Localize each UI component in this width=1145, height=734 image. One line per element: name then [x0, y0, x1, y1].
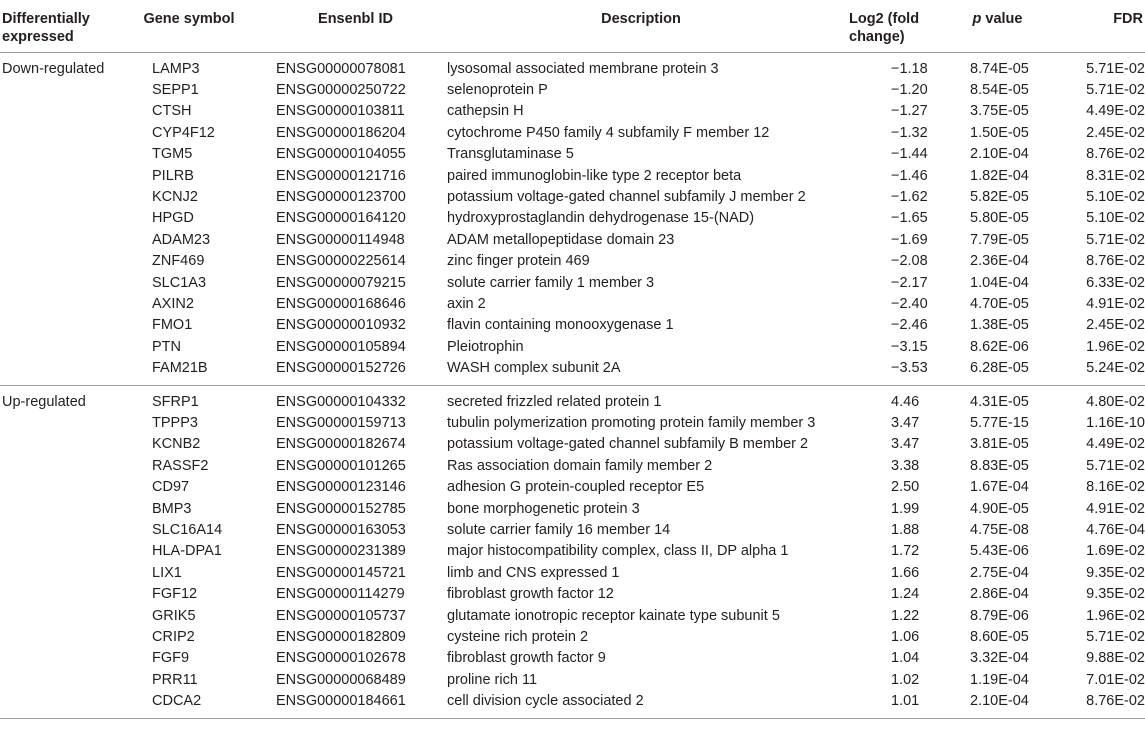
cell-log2-fold-change: −2.08 — [891, 253, 928, 270]
cell-description: paired immunoglobin-like type 2 receptor beta — [447, 167, 742, 184]
table-row — [0, 187, 1145, 208]
cell-fdr: 4.49E-02 — [1086, 436, 1145, 453]
table-row — [0, 584, 1145, 605]
group-label-cell — [0, 80, 142, 101]
table-row — [0, 144, 1145, 165]
table-row — [0, 456, 1145, 477]
cell-gene-symbol: GRIK5 — [152, 607, 196, 624]
cell-gene-symbol: PILRB — [152, 167, 194, 184]
group-label-cell — [0, 606, 142, 627]
group-label-cell: Up-regulated — [2, 393, 86, 410]
cell-description: cell division cycle associated 2 — [447, 693, 644, 710]
cell-p-value: 8.74E-05 — [970, 60, 1029, 77]
cell-fdr: 7.01E-02 — [1086, 671, 1145, 688]
cell-ensembl-id: ENSG00000101265 — [276, 457, 406, 474]
cell-p-value: 5.80E-05 — [970, 210, 1029, 227]
cell-fdr: 9.88E-02 — [1086, 650, 1145, 667]
cell-p-value: 8.79E-06 — [970, 607, 1029, 624]
table-row — [0, 273, 1145, 294]
cell-ensembl-id: ENSG00000159713 — [276, 415, 406, 431]
cell-gene-symbol: KCNJ2 — [152, 188, 198, 205]
header-group: Differentially expressed — [2, 11, 90, 45]
cell-gene-symbol: SEPP1 — [152, 81, 199, 98]
cell-gene-symbol: FGF12 — [152, 586, 198, 603]
cell-ensembl-id: ENSG00000168646 — [276, 295, 406, 312]
cell-fdr: 8.76E-02 — [1086, 253, 1145, 270]
cell-description: fibroblast growth factor 9 — [447, 650, 606, 667]
cell-p-value: 2.36E-04 — [970, 253, 1029, 270]
cell-ensembl-id: ENSG00000103811 — [276, 103, 405, 120]
cell-description: potassium voltage-gated channel subfamily B member 2 — [447, 436, 809, 453]
cell-ensembl-id: ENSG00000121716 — [276, 167, 406, 184]
cell-ensembl-id: ENSG00000231389 — [276, 543, 406, 560]
cell-fdr: 5.10E-02 — [1086, 210, 1145, 227]
cell-fdr: 9.35E-02 — [1086, 564, 1145, 581]
cell-gene-symbol: HLA-DPA1 — [152, 543, 222, 560]
cell-description: glutamate ionotropic receptor kainate type subunit 5 — [447, 607, 780, 624]
cell-log2-fold-change: 1.02 — [891, 671, 920, 688]
cell-fdr: 2.45E-02 — [1086, 124, 1145, 141]
cell-log2-fold-change: 1.22 — [891, 607, 920, 624]
cell-gene-symbol: PTN — [152, 338, 181, 355]
cell-gene-symbol: FAM21B — [152, 360, 208, 377]
cell-ensembl-id: ENSG00000068489 — [276, 671, 406, 688]
cell-fdr: 5.71E-02 — [1086, 81, 1145, 98]
cell-fdr: 6.33E-02 — [1086, 274, 1145, 291]
cell-description: zinc finger protein 469 — [447, 253, 590, 270]
cell-ensembl-id: ENSG00000186204 — [276, 124, 406, 141]
cell-p-value: 2.10E-04 — [970, 146, 1029, 163]
cell-p-value: 3.32E-04 — [970, 650, 1029, 667]
cell-p-value: 5.43E-06 — [970, 543, 1029, 560]
header-p-italic: p — [972, 11, 982, 27]
cell-log2-fold-change: 1.66 — [891, 564, 920, 581]
cell-p-value: 2.75E-04 — [970, 564, 1029, 581]
cell-ensembl-id: ENSG00000104332 — [276, 393, 406, 410]
cell-log2-fold-change: 1.04 — [891, 650, 920, 667]
group-label-cell — [0, 648, 142, 669]
group-label-cell — [0, 563, 142, 584]
table-row — [0, 413, 1145, 434]
cell-description: limb and CNS expressed 1 — [447, 564, 620, 581]
table-row — [0, 691, 1145, 718]
group-label-cell — [0, 123, 142, 144]
cell-ensembl-id: ENSG00000164120 — [276, 210, 406, 227]
cell-p-value: 8.83E-05 — [970, 457, 1029, 474]
cell-gene-symbol: SFRP1 — [152, 393, 199, 410]
cell-ensembl-id: ENSG00000145721 — [276, 564, 406, 581]
cell-log2-fold-change: −1.18 — [891, 60, 928, 77]
header-log2-fold-change: Log2 (fold change) — [849, 11, 920, 45]
cell-ensembl-id: ENSG00000250722 — [276, 81, 406, 98]
cell-p-value: 4.90E-05 — [970, 500, 1029, 517]
cell-p-value: 4.70E-05 — [970, 295, 1029, 312]
cell-gene-symbol: CDCA2 — [152, 693, 202, 710]
cell-log2-fold-change: 1.01 — [891, 693, 920, 710]
cell-log2-fold-change: 1.88 — [891, 522, 920, 539]
cell-p-value: 6.28E-05 — [970, 360, 1029, 377]
cell-description: lysosomal associated membrane protein 3 — [447, 60, 719, 77]
group-label-cell — [0, 273, 142, 294]
cell-ensembl-id: ENSG00000163053 — [276, 522, 406, 539]
cell-gene-symbol: ADAM23 — [152, 231, 211, 248]
table-row — [0, 166, 1145, 187]
cell-gene-symbol: FMO1 — [152, 317, 193, 334]
cell-log2-fold-change: −3.15 — [891, 338, 928, 355]
cell-ensembl-id: ENSG00000078081 — [276, 60, 406, 77]
cell-gene-symbol: ZNF469 — [152, 253, 205, 270]
cell-gene-symbol: HPGD — [152, 210, 194, 227]
table-row — [0, 294, 1145, 315]
cell-description: cysteine rich protein 2 — [447, 629, 589, 646]
cell-description: solute carrier family 16 member 14 — [447, 522, 671, 539]
cell-ensembl-id: ENSG00000105894 — [276, 338, 406, 355]
cell-fdr: 1.69E-02 — [1086, 543, 1145, 560]
cell-p-value: 3.81E-05 — [970, 436, 1029, 453]
cell-gene-symbol: CD97 — [152, 479, 190, 496]
table-row — [0, 230, 1145, 251]
table-row — [0, 358, 1145, 385]
table-row — [0, 52, 1145, 80]
group-label-cell — [0, 208, 142, 229]
cell-gene-symbol: PRR11 — [152, 671, 198, 688]
cell-ensembl-id: ENSG00000010932 — [276, 317, 406, 334]
cell-fdr: 5.71E-02 — [1086, 457, 1145, 474]
group-label-cell — [0, 251, 142, 272]
cell-p-value: 8.60E-05 — [970, 629, 1029, 646]
cell-p-value: 4.31E-05 — [970, 393, 1029, 410]
cell-log2-fold-change: −2.17 — [891, 274, 928, 291]
cell-log2-fold-change: 3.47 — [891, 436, 920, 453]
group-label-cell — [0, 584, 142, 605]
cell-p-value: 7.79E-05 — [970, 231, 1029, 248]
table-row — [0, 520, 1145, 541]
cell-log2-fold-change: 3.47 — [891, 415, 920, 431]
table-row — [0, 670, 1145, 691]
cell-gene-symbol: FGF9 — [152, 650, 190, 667]
cell-gene-symbol: CYP4F12 — [152, 124, 215, 141]
cell-description: tubulin polymerization promoting protein family member 3 — [447, 415, 816, 431]
table-row — [0, 208, 1145, 229]
header-p-value — [944, 0, 1043, 52]
group-label-cell — [0, 101, 142, 122]
cell-ensembl-id: ENSG00000105737 — [276, 607, 406, 624]
cell-fdr: 2.45E-02 — [1086, 317, 1145, 334]
cell-gene-symbol: BMP3 — [152, 500, 192, 517]
cell-description: ADAM metallopeptidase domain 23 — [447, 231, 675, 248]
cell-p-value: 1.67E-04 — [970, 479, 1029, 496]
cell-p-value: 1.04E-04 — [970, 274, 1029, 291]
cell-gene-symbol: KCNB2 — [152, 436, 201, 453]
table-row — [0, 648, 1145, 669]
group-label-cell — [0, 434, 142, 455]
group-label-cell — [0, 627, 142, 648]
header-row — [0, 0, 1145, 52]
cell-log2-fold-change: −1.32 — [891, 124, 928, 141]
group-label-cell — [0, 358, 142, 385]
cell-p-value: 2.10E-04 — [970, 693, 1029, 710]
cell-ensembl-id: ENSG00000114948 — [276, 231, 405, 248]
table-row — [0, 477, 1145, 498]
group-label-cell — [0, 187, 142, 208]
cell-fdr: 1.96E-02 — [1086, 607, 1145, 624]
cell-log2-fold-change: 1.99 — [891, 500, 920, 517]
cell-ensembl-id: ENSG00000184661 — [276, 693, 406, 710]
cell-log2-fold-change: 2.50 — [891, 479, 920, 496]
cell-p-value: 8.62E-06 — [970, 338, 1029, 355]
cell-gene-symbol: SLC16A14 — [152, 522, 223, 539]
cell-p-value: 1.19E-04 — [970, 671, 1029, 688]
cell-ensembl-id: ENSG00000182674 — [276, 436, 406, 453]
cell-description: potassium voltage-gated channel subfamily J member 2 — [447, 188, 806, 205]
cell-log2-fold-change: −1.27 — [891, 103, 928, 120]
cell-description: Ras association domain family member 2 — [447, 457, 713, 474]
table-body — [0, 52, 1145, 718]
cell-fdr: 4.49E-02 — [1086, 103, 1145, 120]
cell-ensembl-id: ENSG00000114279 — [276, 586, 405, 603]
cell-fdr: 8.76E-02 — [1086, 693, 1145, 710]
table-row — [0, 385, 1145, 413]
cell-fdr: 8.16E-02 — [1086, 479, 1145, 496]
cell-fdr: 8.76E-02 — [1086, 146, 1145, 163]
cell-ensembl-id: ENSG00000152785 — [276, 500, 406, 517]
cell-ensembl-id: ENSG00000123700 — [276, 188, 406, 205]
cell-gene-symbol: CRIP2 — [152, 629, 195, 646]
cell-description: selenoprotein P — [447, 81, 548, 98]
cell-gene-symbol: LIX1 — [152, 564, 182, 581]
cell-description: Pleiotrophin — [447, 338, 524, 355]
table-row — [0, 434, 1145, 455]
group-label-cell — [0, 337, 142, 358]
cell-fdr: 4.91E-02 — [1086, 295, 1145, 312]
cell-ensembl-id: ENSG00000182809 — [276, 629, 406, 646]
table-row — [0, 627, 1145, 648]
cell-log2-fold-change: −1.44 — [891, 146, 928, 163]
cell-gene-symbol: CTSH — [152, 103, 192, 120]
cell-fdr: 4.76E-04 — [1086, 522, 1145, 539]
cell-log2-fold-change: 1.24 — [891, 586, 920, 603]
table-row — [0, 251, 1145, 272]
cell-description: cathepsin H — [447, 103, 524, 120]
cell-description: solute carrier family 1 member 3 — [447, 274, 655, 291]
cell-log2-fold-change: −2.40 — [891, 295, 928, 312]
group-label-cell — [0, 477, 142, 498]
cell-p-value: 5.82E-05 — [970, 188, 1029, 205]
group-label-cell — [0, 456, 142, 477]
cell-ensembl-id: ENSG00000225614 — [276, 253, 406, 270]
table-row — [0, 606, 1145, 627]
cell-log2-fold-change: 1.72 — [891, 543, 920, 560]
group-label-cell — [0, 691, 142, 718]
cell-ensembl-id: ENSG00000104055 — [276, 146, 406, 163]
cell-description: adhesion G protein-coupled receptor E5 — [447, 479, 705, 496]
cell-description: bone morphogenetic protein 3 — [447, 500, 640, 517]
cell-fdr: 8.31E-02 — [1086, 167, 1145, 184]
cell-description: secreted frizzled related protein 1 — [447, 393, 662, 410]
cell-gene-symbol: AXIN2 — [152, 295, 194, 312]
cell-p-value: 2.86E-04 — [970, 586, 1029, 603]
cell-log2-fold-change: 1.06 — [891, 629, 920, 646]
cell-fdr: 1.16E-10 — [1086, 415, 1145, 431]
cell-ensembl-id: ENSG00000152726 — [276, 360, 406, 377]
table-row — [0, 101, 1145, 122]
table-row — [0, 337, 1145, 358]
cell-p-value: 1.82E-04 — [970, 167, 1029, 184]
group-label-cell: Down-regulated — [2, 60, 105, 77]
cell-description: WASH complex subunit 2A — [447, 360, 621, 377]
cell-gene-symbol: RASSF2 — [152, 457, 209, 474]
cell-description: proline rich 11 — [447, 671, 538, 688]
group-label-cell — [0, 230, 142, 251]
group-label-cell — [0, 499, 142, 520]
group-label-cell — [0, 294, 142, 315]
group-label-cell — [0, 670, 142, 691]
table-row — [0, 80, 1145, 101]
cell-gene-symbol: LAMP3 — [152, 60, 200, 77]
table-row — [0, 499, 1145, 520]
cell-log2-fold-change: −1.20 — [891, 81, 928, 98]
cell-fdr: 5.71E-02 — [1086, 231, 1145, 248]
cell-description: hydroxyprostaglandin dehydrogenase 15-(NAD) — [447, 210, 755, 227]
table-row — [0, 563, 1145, 584]
cell-fdr: 5.10E-02 — [1086, 188, 1145, 205]
table-row — [0, 315, 1145, 336]
group-label-cell — [0, 541, 142, 562]
cell-log2-fold-change: −1.46 — [891, 167, 928, 184]
cell-log2-fold-change: −1.62 — [891, 188, 928, 205]
cell-ensembl-id: ENSG00000079215 — [276, 274, 406, 291]
cell-log2-fold-change: −2.46 — [891, 317, 928, 334]
group-label-cell — [0, 166, 142, 187]
cell-p-value: 5.77E-15 — [970, 415, 1029, 431]
cell-ensembl-id: ENSG00000102678 — [276, 650, 406, 667]
cell-fdr: 5.24E-02 — [1086, 360, 1145, 377]
cell-p-value: 4.75E-08 — [970, 522, 1029, 539]
header-description: Description — [601, 11, 681, 27]
cell-gene-symbol: TPPP3 — [152, 415, 198, 431]
group-label-cell — [0, 315, 142, 336]
cell-p-value: 1.38E-05 — [970, 317, 1029, 334]
cell-gene-symbol: SLC1A3 — [152, 274, 207, 291]
cell-log2-fold-change: −1.69 — [891, 231, 928, 248]
cell-description: flavin containing monooxygenase 1 — [447, 317, 674, 334]
group-label-cell — [0, 144, 142, 165]
cell-description: major histocompatibility complex, class II, DP alpha 1 — [447, 543, 789, 560]
cell-log2-fold-change: −1.65 — [891, 210, 928, 227]
cell-gene-symbol: TGM5 — [152, 146, 193, 163]
cell-fdr: 5.71E-02 — [1086, 60, 1145, 77]
cell-description: axin 2 — [447, 295, 486, 312]
cell-p-value: 8.54E-05 — [970, 81, 1029, 98]
cell-fdr: 5.71E-02 — [1086, 629, 1145, 646]
cell-fdr: 9.35E-02 — [1086, 586, 1145, 603]
group-label-cell — [0, 520, 142, 541]
cell-description: cytochrome P450 family 4 subfamily F member 12 — [447, 124, 770, 141]
cell-fdr: 4.80E-02 — [1086, 393, 1145, 410]
header-ensembl-id: Ensenbl ID — [318, 11, 393, 27]
header-fdr: FDR — [1113, 11, 1143, 27]
cell-p-value: 3.75E-05 — [970, 103, 1029, 120]
table-row — [0, 541, 1145, 562]
cell-p-value: 1.50E-05 — [970, 124, 1029, 141]
cell-description: Transglutaminase 5 — [447, 146, 574, 163]
cell-fdr: 4.91E-02 — [1086, 500, 1145, 517]
cell-log2-fold-change: 3.38 — [891, 457, 920, 474]
cell-description: fibroblast growth factor 12 — [447, 586, 614, 603]
cell-log2-fold-change: −3.53 — [891, 360, 928, 377]
cell-fdr: 1.96E-02 — [1086, 338, 1145, 355]
header-gene-symbol: Gene symbol — [143, 11, 235, 27]
group-label-cell — [0, 413, 142, 434]
header-p-rest: value — [981, 11, 1023, 27]
cell-log2-fold-change: 4.46 — [891, 393, 920, 410]
table-row — [0, 123, 1145, 144]
cell-ensembl-id: ENSG00000123146 — [276, 479, 406, 496]
